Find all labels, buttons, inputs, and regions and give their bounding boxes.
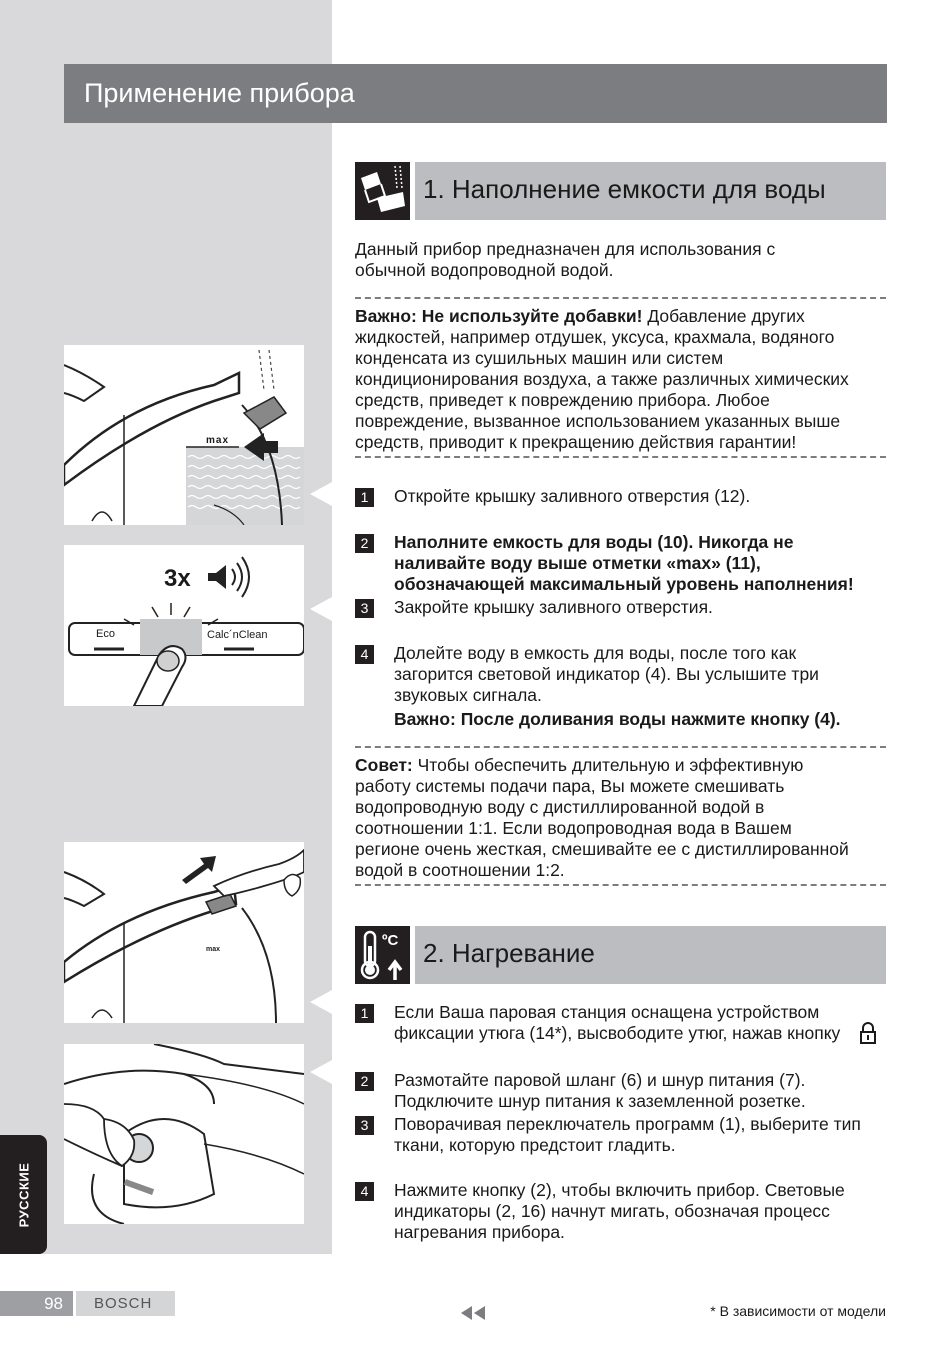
section-1-title-bar	[415, 162, 886, 220]
divider	[355, 297, 886, 299]
illustration-fill-water	[64, 345, 304, 525]
divider	[355, 456, 886, 458]
beep-count-label: 3x	[164, 565, 191, 592]
step-note: Важно: После доливания воды нажмите кнопку (4).	[394, 709, 841, 729]
max-label: max	[206, 435, 230, 446]
step-number: 4	[355, 645, 374, 664]
water-fill-icon	[355, 162, 410, 220]
callout-pointer	[310, 597, 332, 621]
section-2-title: 2. Нагревание	[423, 938, 595, 968]
language-tab-label: РУССКИЕ	[16, 1162, 31, 1227]
step-number: 2	[355, 534, 374, 553]
section-2-title-bar	[415, 926, 886, 984]
brand-label: BOSCH	[76, 1291, 175, 1316]
section-1-title: 1. Наполнение емкости для воды	[423, 174, 826, 204]
step-number: 1	[355, 488, 374, 507]
callout-pointer	[310, 482, 332, 506]
divider	[355, 884, 886, 886]
section-2-header	[355, 926, 886, 984]
lock-icon	[860, 1022, 876, 1044]
step-number: 1	[355, 1004, 374, 1023]
tip-text: Чтобы обеспечить длительную и эффективную работу системы подачи пара, Вы можете смешивать водопроводную воду с дистиллированной водой в соотношении 1:1. Если водопроводная вода в Вашем регионе очень жесткая, смешивайте ее с дистиллированной водой в соотношении 1:2.	[355, 755, 849, 880]
callout-pointer	[310, 1060, 332, 1084]
celsius-label: ºC	[382, 932, 399, 949]
illustration-program-selector	[64, 1044, 304, 1224]
step-text: Долейте воду в емкость для воды, после того как загорится световой индикатор (4). Вы услышите три звуковых сигнала.	[394, 643, 819, 705]
step-number: 3	[355, 1116, 374, 1135]
step-text: Поворачивая переключатель программ (1), выберите тип ткани, которую предстоит гладить.	[394, 1114, 861, 1155]
callout-pointer	[310, 990, 332, 1014]
page-header	[64, 64, 887, 123]
warning-label: Важно: Не используйте добавки!	[355, 306, 643, 326]
page-number: 98	[0, 1291, 73, 1316]
eco-label: Eco	[96, 628, 115, 640]
step-text: Откройте крышку заливного отверстия (12).	[394, 486, 751, 506]
tip-box	[355, 755, 860, 881]
divider	[355, 746, 886, 748]
language-tab[interactable]	[0, 1135, 47, 1254]
thermometer-icon	[355, 926, 410, 984]
step-text: Закройте крышку заливного отверстия.	[394, 597, 713, 617]
step-number: 4	[355, 1182, 374, 1201]
step-text: Нажмите кнопку (2), чтобы включить прибор. Световые индикаторы (2, 16) начнут мигать, обозначая процесс нагревания прибора.	[394, 1180, 845, 1242]
page-title: Применение прибора	[84, 78, 355, 108]
step-number: 3	[355, 599, 374, 618]
illustration-close-lid	[64, 842, 304, 1023]
step-text: Размотайте паровой шланг (6) и шнур питания (7). Подключите шнур питания к заземленной розетке.	[394, 1070, 806, 1111]
footnote: * В зависимости от модели	[710, 1303, 886, 1319]
step-number: 2	[355, 1072, 374, 1091]
warning-text: Добавление других жидкостей, например отдушек, уксуса, крахмала, водяного конденсата из сушильных машин или систем кондиционирования воздуха, а также различных химических средств, приведет к повреждению прибора. Любое повреждение, вызванное использованием указанных выше средств, приводит к прекращению действия гарантии!	[355, 306, 849, 452]
back-arrows-icon[interactable]	[461, 1305, 489, 1326]
step-text: Наполните емкость для воды (10). Никогда не наливайте воду выше отметки «max» (11), обозначающей максимальный уровень наполнения!	[394, 532, 854, 594]
tip-label: Совет:	[355, 755, 413, 775]
section-1-header	[355, 162, 886, 220]
warning-box	[355, 306, 887, 453]
illustration-control-panel	[64, 545, 304, 706]
calc-n-clean-label: Calc´nClean	[207, 629, 268, 641]
max-label: max	[206, 946, 221, 953]
step-text: Если Ваша паровая станция оснащена устройством фиксации утюга (14*), высвободите утюг, нажав кнопку	[394, 1002, 841, 1043]
section-1-intro: Данный прибор предназначен для использования с обычной водопроводной водой.	[355, 239, 776, 280]
